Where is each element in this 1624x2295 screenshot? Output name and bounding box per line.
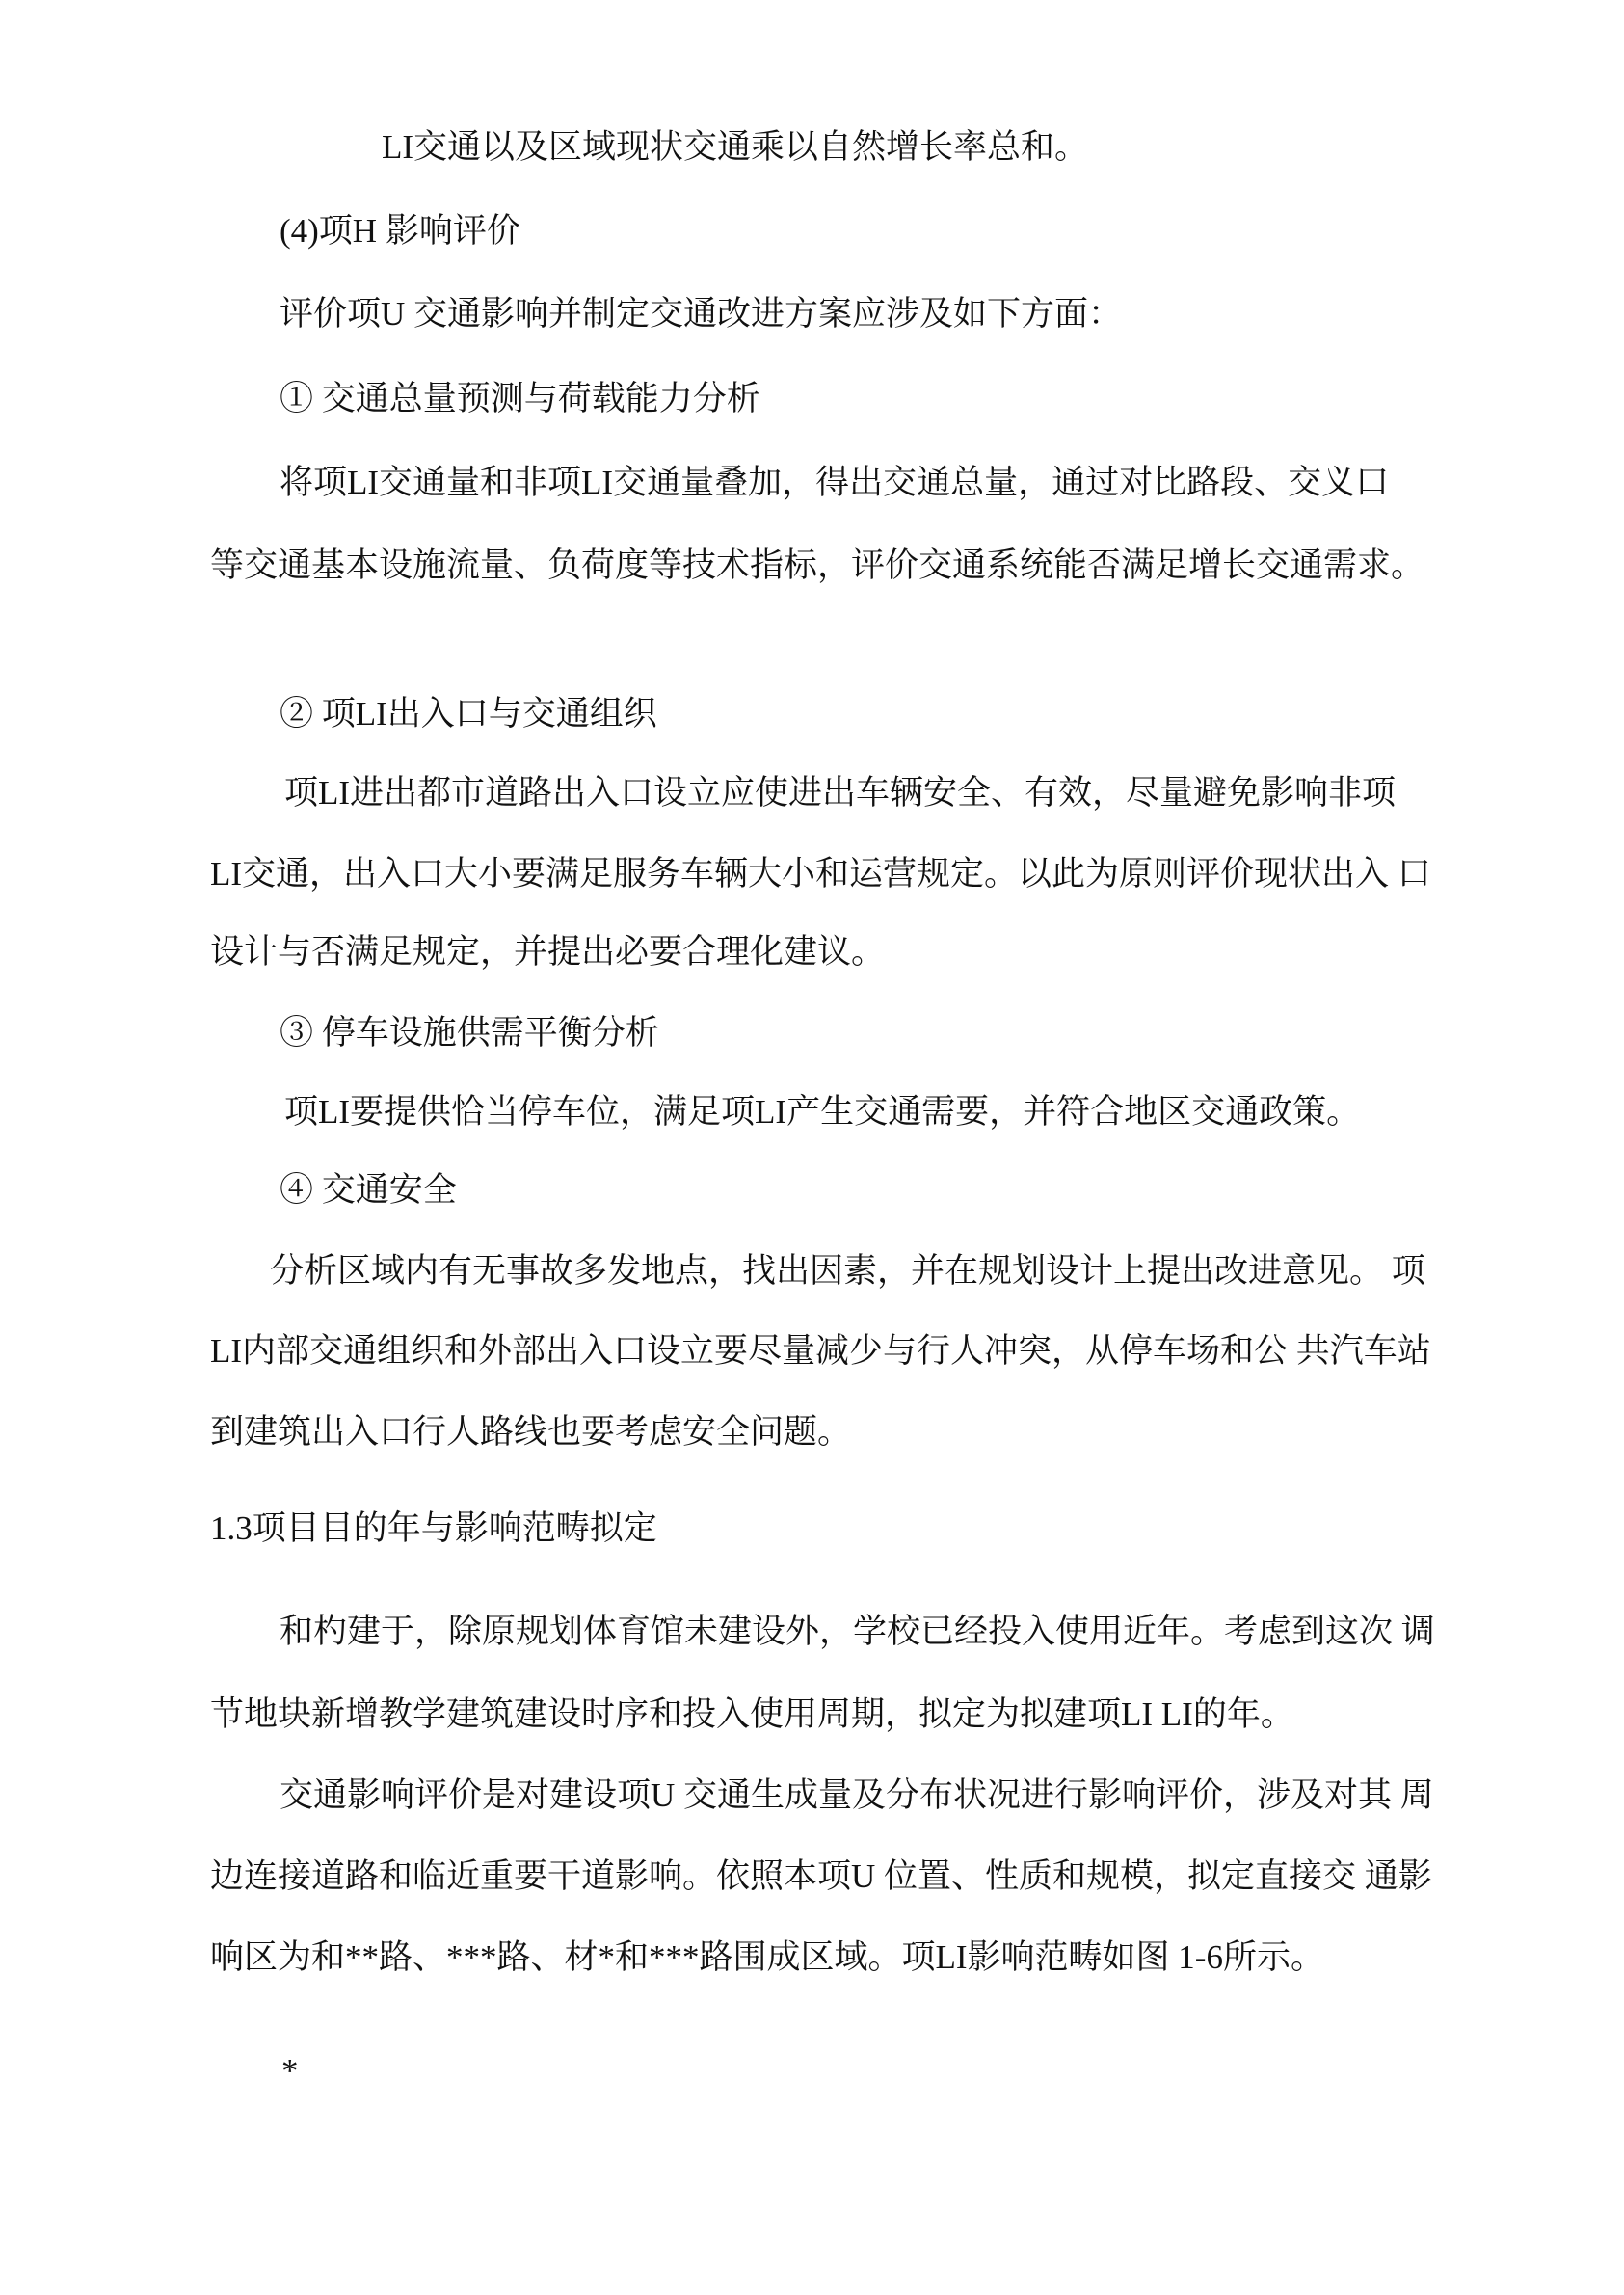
paragraph-line: 项LI要提供恰当停车位，满足项LI产生交通需要，并符合地区交通政策。 <box>284 1093 1361 1131</box>
paragraph-line: LI内部交通组织和外部出入口设立要尽量减少与行人冲突，从停车场和公 共汽车站 <box>210 1332 1431 1370</box>
paragraph-line: LI交通以及区域现状交通乘以自然增长率总和。 <box>382 128 1089 166</box>
paragraph-line: 和杓建于，除原规划体育馆未建设外，学校已经投入使用近年。考虑到这次 调 <box>280 1613 1435 1650</box>
paragraph-line: 边连接道路和临近重要干道影响。依照本项U 位置、性质和规模，拟定直接交 通影 <box>210 1857 1432 1895</box>
subheading: ① 交通总量预测与荷载能力分析 <box>280 380 760 417</box>
asterisk-mark: * <box>281 2052 299 2090</box>
paragraph-line: 设计与否满足规定，并提出必要合理化建议。 <box>210 933 886 971</box>
paragraph-line: LI交通，出入口大小要满足服务车辆大小和运营规定。以此为原则评价现状出入 口 <box>210 855 1431 893</box>
paragraph-line: 评价项U 交通影响并制定交通改进方案应涉及如下方面： <box>280 295 1123 333</box>
paragraph-line: 等交通基本设施流量、负荷度等技术指标，评价交通系统能否满足增长交通需求。 <box>210 547 1425 584</box>
paragraph-line: 将项LI交通量和非项LI交通量叠加，得出交通总量，通过对比路段、交义口 <box>280 464 1390 501</box>
paragraph-line: 节地块新增教学建筑建设时序和投入使用周期，拟定为拟建项LI LI的年。 <box>210 1695 1294 1733</box>
paragraph-line: 响区为和**路、***路、材*和***路围成区域。项LI影响范畴如图 1-6所示。 <box>210 1938 1324 1976</box>
subheading: ③ 停车设施供需平衡分析 <box>280 1014 659 1052</box>
paragraph-line: 交通影响评价是对建设项U 交通生成量及分布状况进行影响评价，涉及对其 周 <box>280 1776 1434 1814</box>
section-heading: (4)项H 影响评价 <box>280 212 520 250</box>
paragraph-line: 项LI进出都市道路出入口设立应使进出车辆安全、有效，尽量避免影响非项 <box>284 774 1397 812</box>
subheading: ② 项LI出入口与交通组织 <box>280 695 657 733</box>
paragraph-line: 到建筑出入口行人路线也要考虑安全问题。 <box>210 1413 852 1451</box>
subheading: ④ 交通安全 <box>280 1171 457 1209</box>
section-heading: 1.3项目目的年与影响范畴拟定 <box>210 1509 657 1547</box>
paragraph-line: 分析区域内有无事故多发地点，找出因素，并在规划设计上提出改进意见。 项 <box>270 1252 1425 1290</box>
